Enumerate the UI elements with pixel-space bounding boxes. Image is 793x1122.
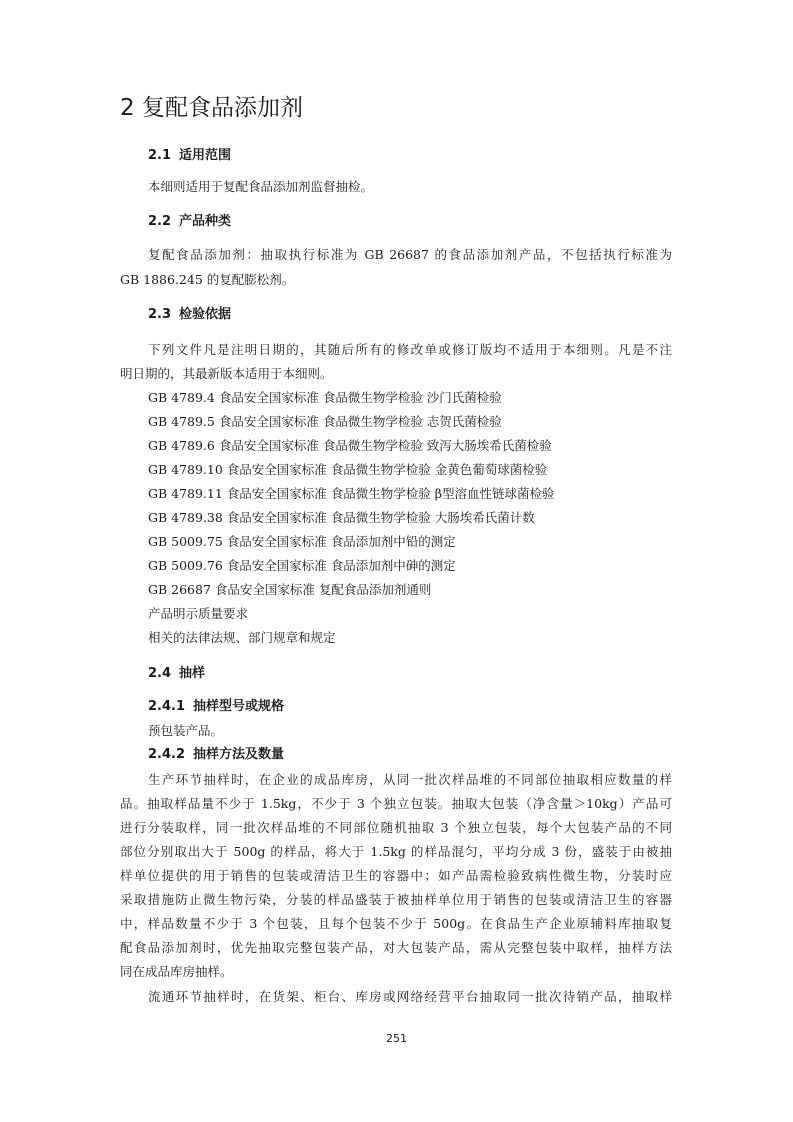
- paragraph-line: 同在成品库房抽样。: [120, 964, 233, 979]
- paragraph-line: 流通环节抽样时，在货架、柜台、库房或网络经营平台抽取同一批次待销产品，抽取样: [148, 989, 672, 1004]
- paragraph-line: 进行分装取样，同一批次样品堆的不同部位随机抽取 3 个独立包装，每个大包装产品的不同: [120, 820, 672, 835]
- section-title: 检验依据: [179, 307, 232, 322]
- paragraph: 预包装产品。: [148, 723, 224, 738]
- reference-item: GB 4789.6 食品安全国家标准 食品微生物学检验 致泻大肠埃希氏菌检验: [148, 438, 552, 453]
- section-title: 抽样: [179, 666, 206, 681]
- reference-item: GB 26687 食品安全国家标准 复配食品添加剂通则: [148, 582, 432, 597]
- section-number: 2.1: [148, 148, 172, 163]
- paragraph-line: 下列文件凡是注明日期的，其随后所有的修改单或修订版均不适用于本细则。凡是不注: [148, 342, 672, 357]
- paragraph-line: 生产环节抽样时，在企业的成品库房，从同一批次样品堆的不同部位抽取相应数量的样: [148, 772, 672, 787]
- reference-item: GB 4789.38 食品安全国家标准 食品微生物学检验 大肠埃希氏菌计数: [148, 510, 535, 525]
- section-title: 抽样方法及数量: [193, 747, 285, 762]
- section-heading-2-1: [148, 146, 231, 166]
- section-title: 抽样型号或规格: [193, 699, 285, 714]
- section-heading-2-4: [148, 664, 205, 684]
- paragraph-line: GB 1886.245 的复配膨松剂。: [120, 272, 295, 287]
- section-title: 产品种类: [179, 214, 232, 229]
- section-number: 2.4.2: [148, 747, 186, 762]
- reference-item: GB 4789.4 食品安全国家标准 食品微生物学检验 沙门氏菌检验: [148, 390, 502, 405]
- section-number: 2.3: [148, 307, 172, 322]
- paragraph-line: 采取措施防止微生物污染，分装的样品盛装于被抽样单位用于销售的包装或清洁卫生的容器: [120, 892, 672, 907]
- paragraph-line: 品。抽取样品量不少于 1.5kg，不少于 3 个独立包装。抽取大包装（净含量＞10kg）产品可: [120, 796, 672, 811]
- paragraph-line: 复配食品添加剂：抽取执行标准为 GB 26687 的食品添加剂产品，不包括执行标准为: [148, 247, 672, 262]
- paragraph-line: 明日期的，其最新版本适用于本细则。: [120, 366, 333, 381]
- reference-item: GB 4789.11 食品安全国家标准 食品微生物学检验 β型溶血性链球菌检验: [148, 486, 555, 501]
- subsection-heading-2-4-1: [148, 697, 284, 717]
- section-number: 2.4.1: [148, 699, 186, 714]
- subsection-heading-2-4-2: [148, 745, 284, 765]
- reference-item: 产品明示质量要求: [148, 606, 249, 621]
- section-number: 2.4: [148, 666, 172, 681]
- chapter-title: 2 复配食品添加剂: [120, 95, 303, 121]
- paragraph-line: 配食品添加剂时，优先抽取完整包装产品，对大包装产品，需从完整包装中取样，抽样方法: [120, 940, 672, 955]
- paragraph-line: 样单位提供的用于销售的包装或清洁卫生的容器中；如产品需检验致病性微生物，分装时应: [120, 868, 672, 883]
- reference-item: GB 4789.10 食品安全国家标准 食品微生物学检验 金黄色葡萄球菌检验: [148, 462, 548, 477]
- reference-item: 相关的法律法规、部门规章和规定: [148, 630, 336, 645]
- paragraph-line: 中，样品数量不少于 3 个包装，且每个包装不少于 500g。在食品生产企业原辅料库抽取复: [120, 916, 672, 931]
- paragraph: 本细则适用于复配食品添加剂监督抽检。: [148, 179, 374, 194]
- reference-item: GB 5009.75 食品安全国家标准 食品添加剂中铅的测定: [148, 534, 456, 549]
- section-title: 适用范围: [179, 148, 232, 163]
- page-number: 251: [386, 1032, 407, 1045]
- paragraph-line: 部位分别取出大于 500g 的样品，将大于 1.5kg 的样品混匀，平均分成 3 份，盛装于由被抽: [120, 844, 672, 859]
- reference-item: GB 5009.76 食品安全国家标准 食品添加剂中砷的测定: [148, 558, 456, 573]
- reference-item: GB 4789.5 食品安全国家标准 食品微生物学检验 志贺氏菌检验: [148, 414, 502, 429]
- section-number: 2.2: [148, 214, 172, 229]
- section-heading-2-3: [148, 305, 231, 325]
- section-heading-2-2: [148, 212, 231, 232]
